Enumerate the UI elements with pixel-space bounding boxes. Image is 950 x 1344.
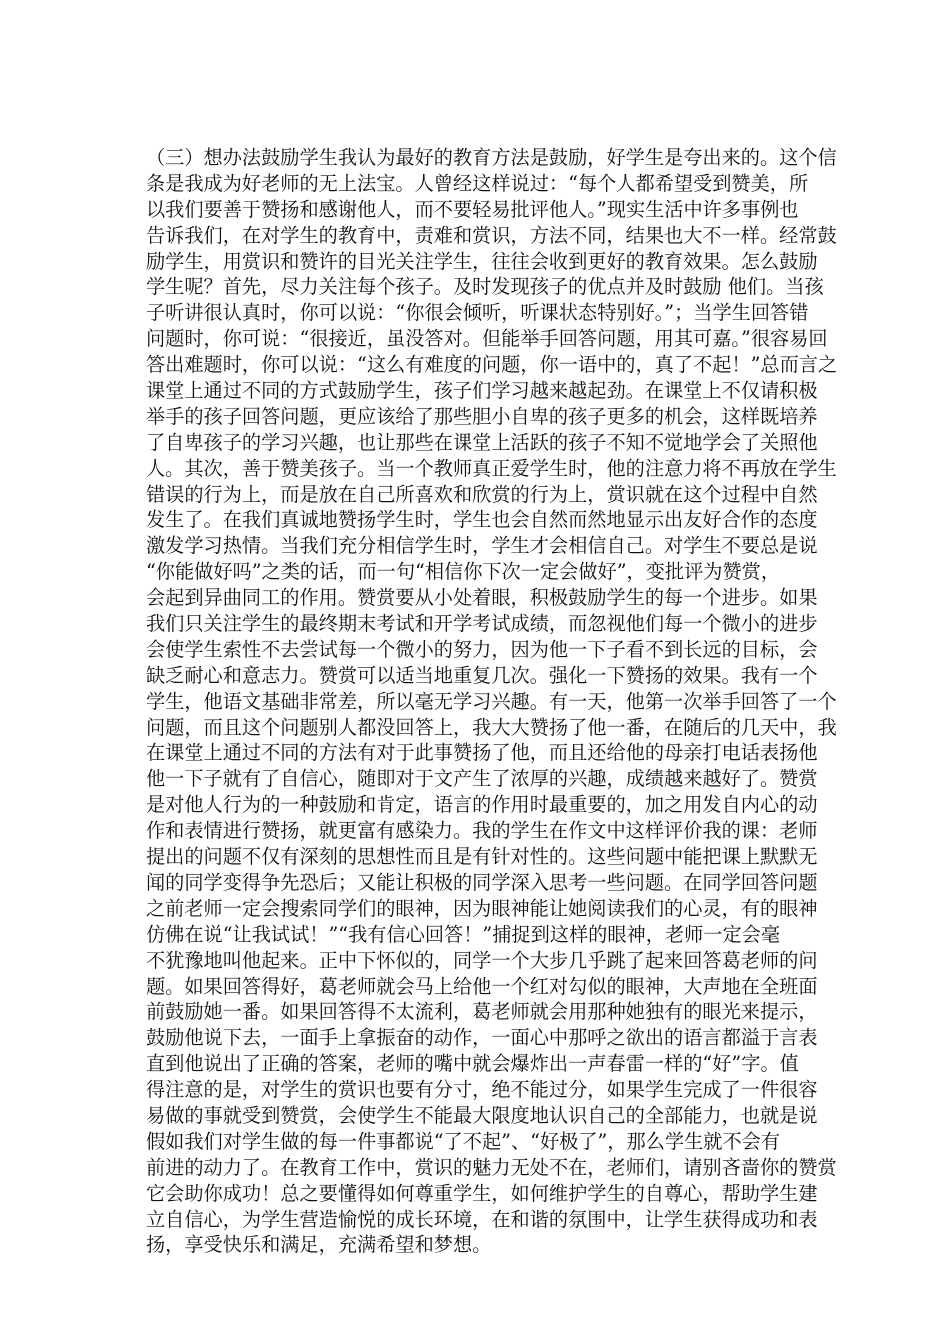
text-line: 错误的行为上，而是放在自己所喜欢和欣赏的行为上，赏识就在这个过程中自然	[146, 482, 818, 506]
text-line: 子听讲很认真时，你可以说：“你很会倾听，听课状态特别好。”；当学生回答错	[146, 301, 809, 325]
text-line: 提出的问题不仅有深刻的思想性而且是有针对性的。这些问题中能把课上默默无	[146, 845, 818, 869]
text-line: 鼓励他说下去，一面手上拿振奋的动作，一面心中那呼之欲出的语言都溢于言表	[146, 1026, 818, 1050]
text-line: 会使学生索性不去尝试每一个微小的努力，因为他一下子看不到长远的目标，会	[146, 637, 818, 661]
text-line: 得注意的是，对学生的赏识也要有分寸，绝不能过分，如果学生完成了一件很容	[146, 1078, 818, 1102]
text-line: 作和表情进行赞扬，就更富有感染力。我的学生在作文中这样评价我的课：老师	[146, 819, 818, 843]
text-line: 缺乏耐心和意志力。赞赏可以适当地重复几次。强化一下赞扬的效果。我有一个	[146, 663, 818, 687]
text-line: 会起到异曲同工的作用。赞赏要从小处着眼，积极鼓励学生的每一个进步。如果	[146, 586, 818, 610]
text-line: 告诉我们，在对学生的教育中，责难和赏识，方法不同，结果也大不一样。经常鼓	[146, 223, 837, 247]
text-line: 问题，而且这个问题别人都没回答上，我大大赞扬了他一番，在随后的几天中，我	[146, 715, 837, 739]
text-line: 他一下子就有了自信心，随即对于文产生了浓厚的兴趣，成绩越来越好了。赞赏	[146, 767, 818, 791]
text-line: 课堂上通过不同的方式鼓励学生，孩子们学习越来越起劲。在课堂上不仅请积极	[146, 379, 818, 403]
text-line: 学生，他语文基础非常差，所以毫无学习兴趣。有一天，他第一次举手回答了一个	[146, 689, 837, 713]
text-line: 我们只关注学生的最终期末考试和开学考试成绩，而忽视他们每一个微小的进步	[146, 612, 818, 636]
text-line: 在课堂上通过不同的方法有对于此事赞扬了他，而且还给他的母亲打电话表扬他	[146, 741, 818, 765]
text-line: 是对他人行为的一种鼓励和肯定，语言的作用时最重要的，加之用发自内心的动	[146, 793, 818, 817]
text-line: 励学生，用赏识和赞许的目光关注学生，往往会收到更好的教育效果。怎么鼓励	[146, 249, 818, 273]
text-line: 易做的事就受到赞赏，会使学生不能最大限度地认识自己的全部能力，也就是说	[146, 1103, 818, 1127]
text-line: 立自信心，为学生营造愉悦的成长环境，在和谐的氛围中，让学生获得成功和表	[146, 1207, 818, 1231]
text-line: 仿佛在说“让我试试！”“我有信心回答！”捕捉到这样的眼神，老师一定会毫	[146, 922, 781, 946]
body-paragraph	[146, 145, 838, 1258]
text-line: 答出难题时，你可以说：“这么有难度的问题，你一语中的，真了不起！”总而言之	[146, 353, 838, 377]
text-line: 前鼓励她一番。如果回答得不太流利，葛老师就会用那种她独有的眼光来提示，	[146, 1000, 818, 1024]
text-line: 了自卑孩子的学习兴趣，也让那些在课堂上活跃的孩子不知不觉地学会了关照他	[146, 430, 818, 454]
text-line: 题。如果回答得好，葛老师就会马上给他一个红对勾似的眼神，大声地在全班面	[146, 974, 818, 998]
text-line: 举手的孩子回答问题，更应该给了那些胆小自卑的孩子更多的机会，这样既培养	[146, 404, 818, 428]
text-line: 直到他说出了正确的答案，老师的嘴中就会爆炸出一声春雷一样的“好”字。值	[146, 1052, 799, 1076]
text-line: 问题时，你可说：“很接近，虽没答对。但能举手回答问题，用其可嘉。”很容易回	[146, 327, 828, 351]
text-line: 人。其次，善于赞美孩子。当一个教师真正爱学生时，他的注意力将不再放在学生	[146, 456, 837, 480]
text-line: 不犹豫地叫他起来。正中下怀似的，同学一个大步几乎跳了起来回答葛老师的问	[146, 948, 818, 972]
text-line: 闻的同学变得争先恐后；又能让积极的同学深入思考一些问题。在同学回答问题	[146, 870, 818, 894]
text-line: 它会助你成功！总之要懂得如何尊重学生，如何维护学生的自尊心，帮助学生建	[146, 1181, 818, 1205]
text-line: 之前老师一定会搜索同学们的眼神，因为眼神能让她阅读我们的心灵，有的眼神	[146, 896, 818, 920]
text-line: 前进的动力了。在教育工作中，赏识的魅力无处不在，老师们，请别吝啬你的赞赏	[146, 1155, 837, 1179]
text-line: 发生了。在我们真诚地赞扬学生时，学生也会自然而然地显示出友好合作的态度	[146, 508, 818, 532]
text-line: 扬，享受快乐和满足，充满希望和梦想。	[146, 1233, 492, 1257]
text-line: （三）想办法鼓励学生我认为最好的教育方法是鼓励，好学生是夸出来的。这个信	[146, 146, 837, 169]
text-line: “你能做好吗”之类的话，而一句“相信你下次一定会做好”，变批评为赞赏，	[146, 560, 781, 584]
text-line: 条是我成为好老师的无上法宝。人曾经这样说过：“每个人都希望受到赞美，所	[146, 171, 809, 195]
text-line: 假如我们对学生做的每一件事都说“了不起”、“好极了”，那么学生就不会有	[146, 1129, 781, 1153]
text-line: 以我们要善于赞扬和感谢他人，而不要轻易批评他人。”现实生活中许多事例也	[146, 197, 799, 221]
text-line: 激发学习热情。当我们充分相信学生时，学生才会相信自己。对学生不要总是说	[146, 534, 818, 558]
text-line: 学生呢？首先，尽力关注每个孩子。及时发现孩子的优点并及时鼓励 他们。当孩	[146, 275, 824, 299]
